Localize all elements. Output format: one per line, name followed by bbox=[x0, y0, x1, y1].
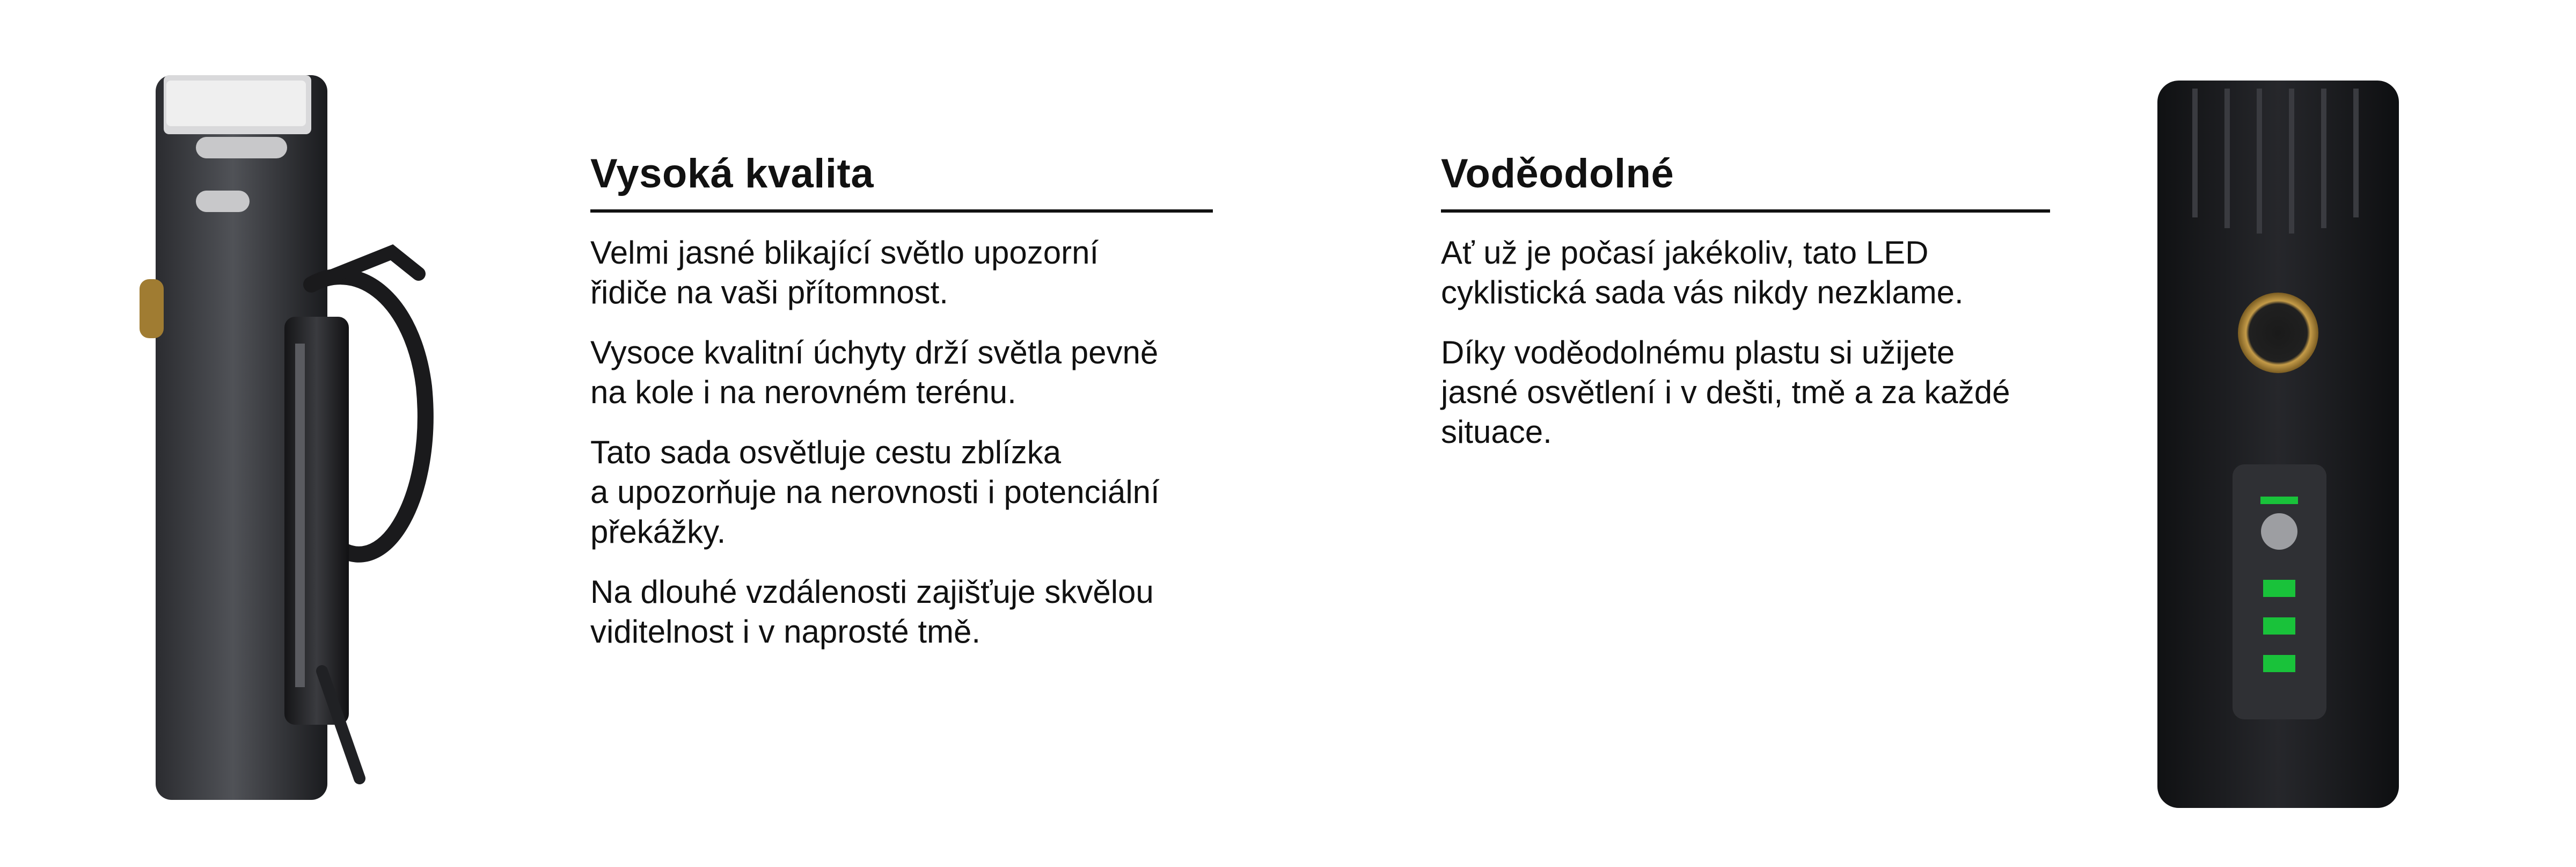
heading-divider bbox=[590, 209, 1213, 213]
power-button-icon bbox=[140, 279, 164, 338]
feature-paragraph: Vysoce kvalitní úchyty drží světla pevně na kole i na nerovném terénu. bbox=[590, 334, 1159, 410]
battery-level-icon bbox=[2263, 580, 2295, 597]
feature-paragraph: Ať už je počasí jakékoliv, tato LED cyklistická sada vás nikdy nezklame. bbox=[1441, 235, 1964, 310]
usb-port-icon bbox=[2261, 513, 2297, 550]
feature-paragraph: Velmi jasné blikající světlo upozorní řidiče na vaši přítomnost. bbox=[590, 235, 1099, 310]
battery-level-icon bbox=[2263, 617, 2295, 635]
bike-light-side-image bbox=[134, 64, 440, 811]
charging-indicator-icon bbox=[2260, 497, 2298, 504]
feature-column-quality bbox=[590, 150, 1213, 672]
led-bar-icon bbox=[196, 191, 250, 212]
bike-light-side-illustration bbox=[134, 64, 440, 811]
feature-paragraph: Na dlouhé vzdálenosti zajišťuje skvělou viditelnost i v naprosté tmě. bbox=[590, 574, 1154, 650]
battery-level-icon bbox=[2263, 655, 2295, 672]
led-bar-icon bbox=[196, 137, 287, 158]
section-heading: Voděodolné bbox=[1441, 151, 1674, 196]
bike-light-front-illustration bbox=[2147, 72, 2410, 816]
feature-column-waterproof bbox=[1441, 150, 2050, 472]
power-button-icon bbox=[2238, 293, 2318, 373]
feature-paragraph: Díky voděodolnému plastu si užijete jasné osvětlení i v dešti, tmě a za každé situace. bbox=[1441, 334, 2010, 450]
heading-divider bbox=[1441, 209, 2050, 213]
section-heading: Vysoká kvalita bbox=[590, 151, 874, 196]
mount-clip-shape bbox=[284, 317, 349, 725]
feature-paragraph: Tato sada osvětluje cestu zblízka a upozorňuje na nerovnosti i potenciální překážky. bbox=[590, 434, 1160, 550]
bike-light-front-image bbox=[2147, 72, 2410, 816]
